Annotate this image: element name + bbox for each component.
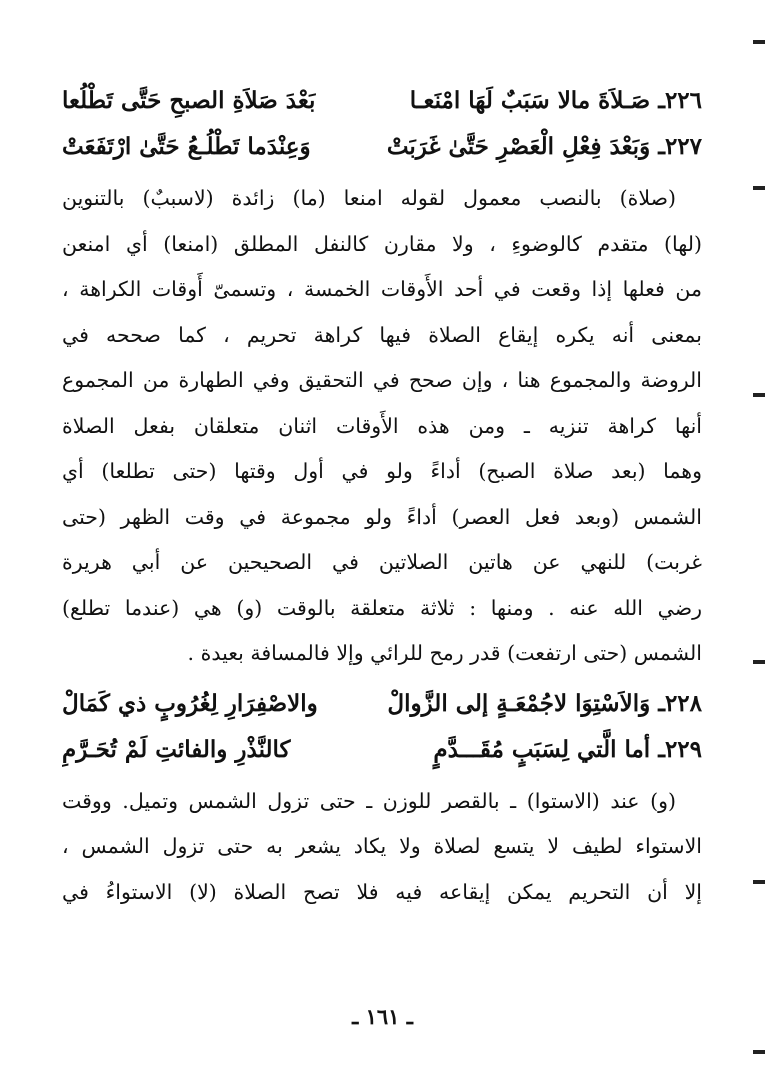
commentary-b (62, 779, 702, 916)
commentary-a (62, 176, 702, 677)
edge-mark (753, 186, 765, 190)
verse-second-hemistich: بَعْدَ صَلاَةِ الصبحِ حَتَّى تَطْلُعا (62, 87, 316, 114)
verse-line-229 (62, 727, 702, 773)
verse-second-hemistich: وَعِنْدَما تَطْلُـعُ حَتَّىٰ ارْتَفَعَتْ (62, 133, 311, 160)
commentary-line: (و) عند (الاستوا) ـ بالقصر للوزن ـ حتى تزول الشمس وتميل. ووقت (62, 788, 676, 813)
commentary-line: إلا أن التحريم يمكن إيقاعه فيه فلا تصح الصلاة (لا) الاستواءُ في (62, 879, 702, 904)
edge-mark (753, 1050, 765, 1054)
page-number: ـ ١٦١ ـ (352, 1004, 413, 1029)
commentary-line: رضي الله عنه . ومنها : ثلاثة متعلقة بالوقت (و) هي (عندما تطلع) (62, 595, 702, 620)
page-content (62, 78, 702, 919)
edge-mark (753, 40, 765, 44)
verse-second-hemistich: كالنَّذْرِ والفائتِ لَمْ تُحَـرَّمِ (62, 735, 291, 763)
commentary-line: الروضة والمجموع هنا ، وإن صحح في التحقيق وفي الطهارة من المجموع (62, 368, 702, 392)
commentary-line: بمعنى أنه يكره إيقاع الصلاة فيها كراهة تحريم ، كما صححه في (62, 322, 702, 347)
verse-line-227 (62, 124, 702, 170)
commentary-line: غربت) للنهي عن هاتين الصلاتين في الصحيحين عن أبي هريرة (62, 550, 702, 574)
commentary-line: من فعلها إذا وقعت في أحد الأَوقات الخمسة ، وتسمىّ أَوقات الكراهة ، (62, 277, 702, 301)
edge-mark (753, 393, 765, 397)
edge-mark (753, 880, 765, 884)
verse-block-b (62, 681, 702, 773)
verse-first-hemistich: ٢٢٧ـ وَبَعْدَ فِعْلِ الْعَصْرِ حَتَّىٰ غَرَبَتْ (386, 133, 702, 160)
commentary-line: الشمس (وبعد فعل العصر) أداءً ولو مجموعة في وقت الظهر (حتى (62, 504, 702, 529)
verse-block-a (62, 78, 702, 170)
commentary-line: (لها) متقدم كالوضوءِ ، ولا مقارن كالنفل المطلق (امنعا) أي امنعن (62, 231, 702, 256)
verse-first-hemistich: ٢٢٦ـ صَـلاَةَ مالا سَبَبٌ لَهَا امْنَعـا (409, 87, 702, 114)
commentary-line: الشمس (حتى ارتفعت) قدر رمح للرائي وإلا فالمسافة بعيدة . (187, 641, 702, 665)
commentary-line: الاستواء لطيف لا يتسع لصلاة ولا يكاد يشعر به حتى تزول الشمس ، (62, 834, 702, 858)
edge-mark (753, 660, 765, 664)
verse-first-hemistich: ٢٢٨ـ وَالاَسْتِوَا لاجُمْعَـةٍ إلى الزَّوالْ (387, 689, 702, 717)
commentary-line: وهما (بعد صلاة الصبح) أداءً ولو في أول وقتها (حتى تطلعا) أي (62, 459, 702, 483)
commentary-line: (صلاة) بالنصب معمول لقوله امنعا (ما) زائدة (لاسببٌ) بالتنوين (62, 186, 676, 210)
commentary-line: أنها كراهة تنزيه ـ ومن هذه الأَوقات اثنان متعلقان بفعل الصلاة (62, 413, 702, 438)
verse-line-228 (62, 681, 702, 727)
verse-second-hemistich: والاصْفِرَارِ لِغُرُوبٍ ذي كَمَالْ (62, 689, 318, 717)
verse-line-226 (62, 78, 702, 124)
verse-first-hemistich: ٢٢٩ـ أما الَّتي لِسَبَبٍ مُقَـــدَّمٍ (433, 735, 702, 763)
